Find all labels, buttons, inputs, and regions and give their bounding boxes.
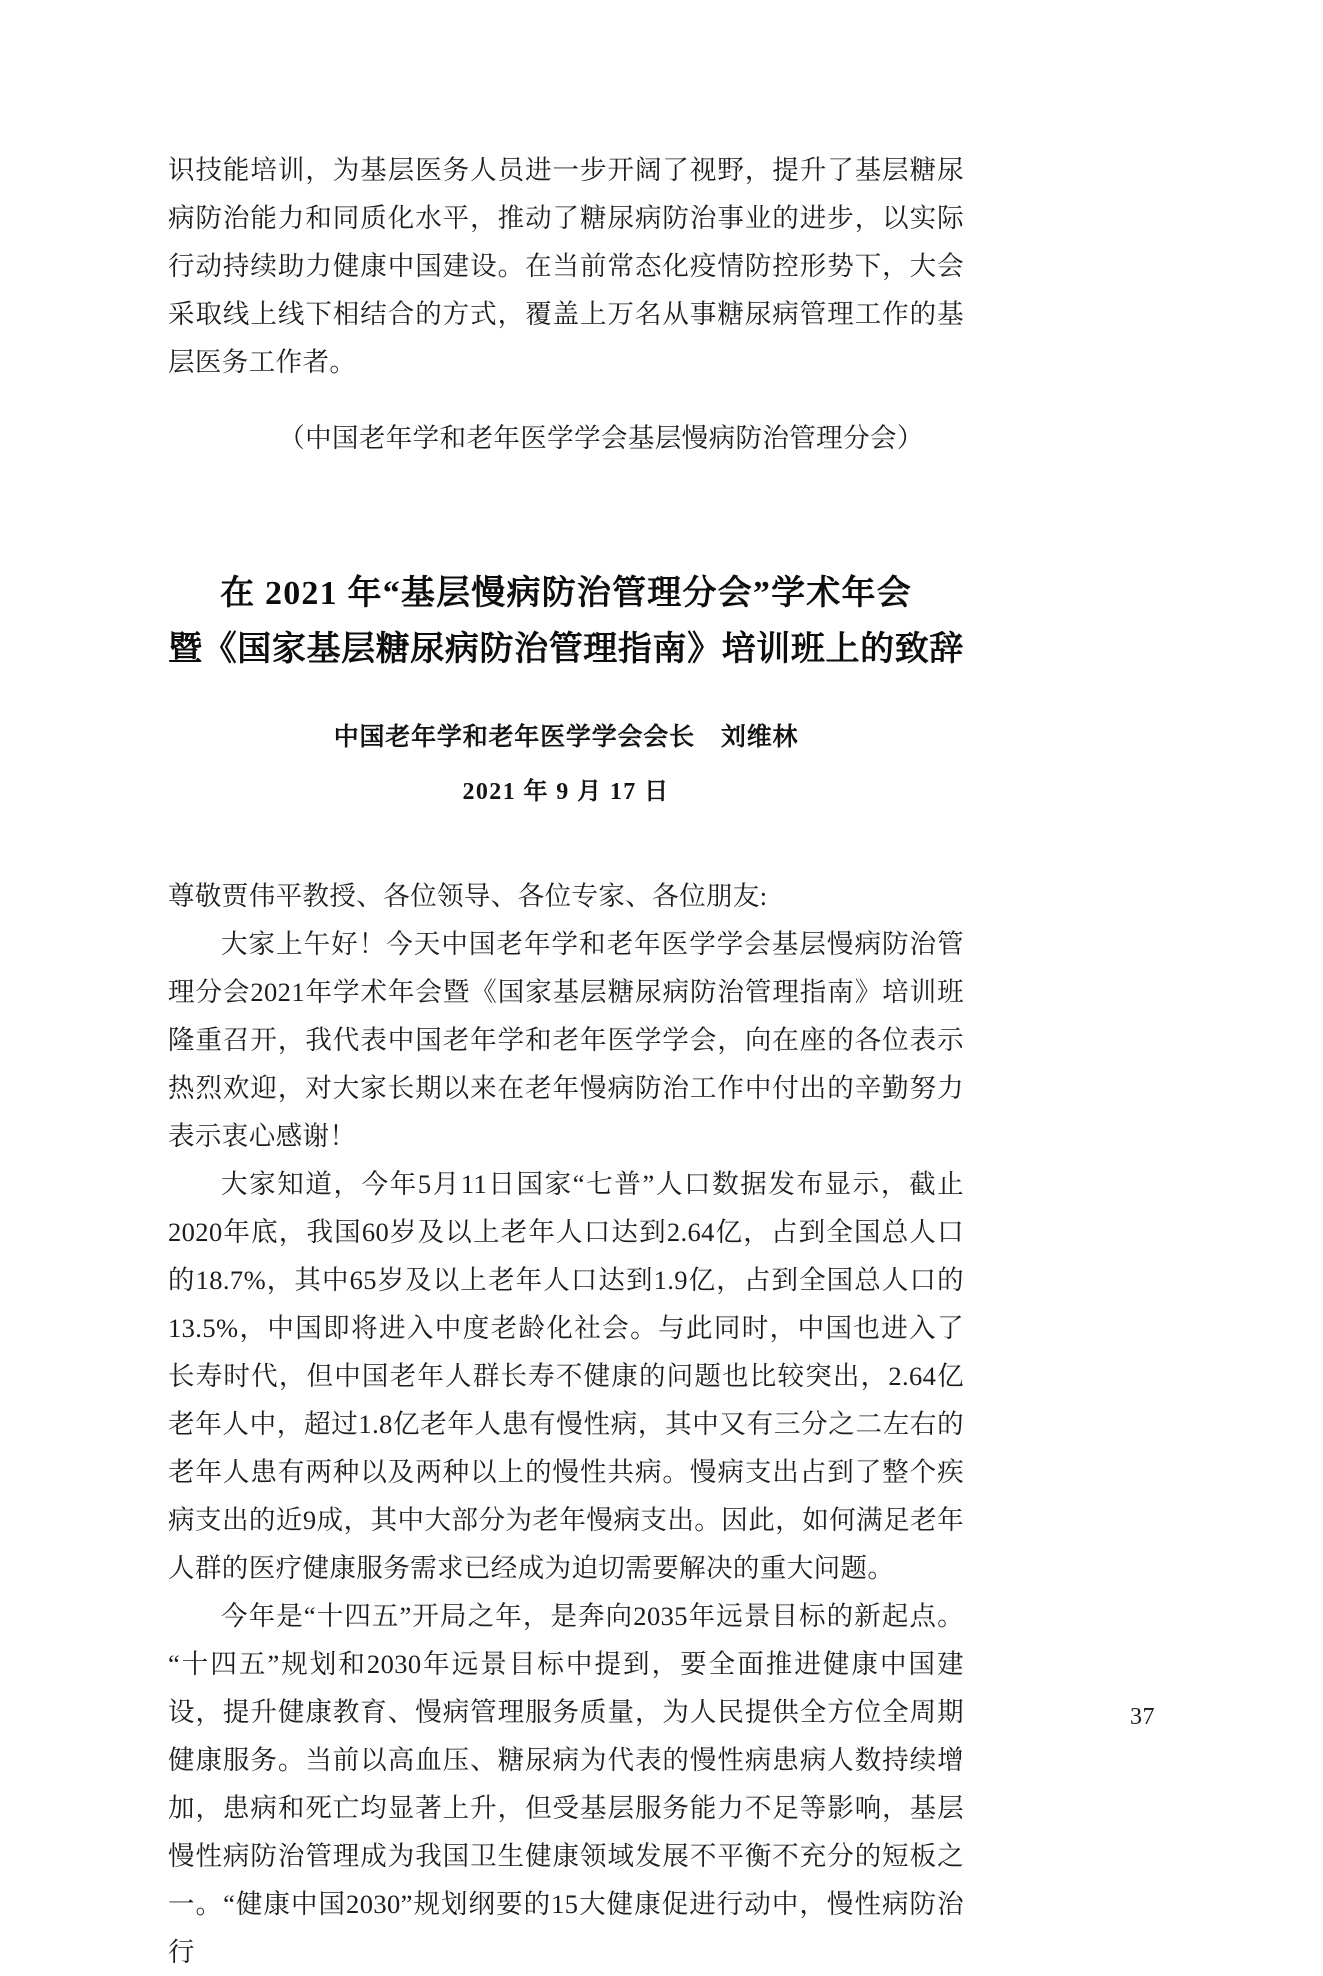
byline-author: 刘维林 (720, 724, 799, 751)
continued-paragraph: 识技能培训，为基层医务人员进一步开阔了视野，提升了基层糖尿病防治能力和同质化水平，推动了糖尿病防治事业的进步，以实际行动持续助力健康中国建设。在当前常态化疫情防控形势下，大会采取线上线下相结合的方式，覆盖上万名从事糖尿病管理工作的基层医务工作者。 (168, 155, 964, 377)
article-heading-block (168, 566, 964, 678)
body-paragraph-2: 大家知道，今年5月11日国家“七普”人口数据发布显示，截止2020年底，我国60岁及以上老年人口达到2.64亿，占到全国总人口的18.7%，其中65岁及以上老年人口达到1.9亿，占到全国总人口的13.5%，中国即将进入中度老龄化社会。与此同时，中国也进入了长寿时代，但中国老年人群长寿不健康的问题也比较突出，2.64亿老年人中，超过1.8亿老年人患有慢性病，其中又有三分之二左右的老年人患有两种以及两种以上的慢性共病。慢病支出占到了整个疾病支出的近9成，其中大部分为老年慢病支出。因此，如何满足老年人群的医疗健康服务需求已经成为迫切需要解决的重大问题。 (168, 1169, 964, 1583)
page-number: 37 (1130, 1704, 1155, 1730)
article-title-line-1: 在 2021 年“基层慢病防治管理分会”学术年会 (220, 575, 912, 612)
article-title-line-2: 暨《国家基层糖尿病防治管理指南》培训班上的致辞 (168, 631, 964, 668)
source-attribution: （中国老年学和老年医学学会基层慢病防治管理分会） (278, 423, 924, 453)
article-body (168, 872, 964, 1976)
body-paragraph-3: 今年是“十四五”开局之年，是奔向2035年远景目标的新起点。“十四五”规划和2030年远景目标中提到，要全面推进健康中国建设，提升健康教育、慢病管理服务质量，为人民提供全方位全周期健康服务。当前以高血压、糖尿病为代表的慢性病患病人数持续增加，患病和死亡均显著上升，但受基层服务能力不足等影响，基层慢性病防治管理成为我国卫生健康领域发展不平衡不充分的短板之一。“健康中国2030”规划纲要的15大健康促进行动中，慢性病防治行 (168, 1601, 964, 1967)
body-paragraph-1: 大家上午好！今天中国老年学和老年医学学会基层慢病防治管理分会2021年学术年会暨《国家基层糖尿病防治管理指南》培训班隆重召开，我代表中国老年学和老年医学学会，向在座的各位表示热烈欢迎，对大家长期以来在老年慢病防治工作中付出的辛勤努力表示衷心感谢！ (168, 929, 964, 1151)
article-dateline: 2021 年 9 月 17 日 (462, 779, 670, 805)
salutation: 尊敬贾伟平教授、各位领导、各位专家、各位朋友: (168, 881, 768, 911)
byline-affiliation: 中国老年学和老年医学学会会长 (333, 724, 695, 751)
page-content (168, 146, 964, 1976)
article-byline (168, 716, 964, 760)
